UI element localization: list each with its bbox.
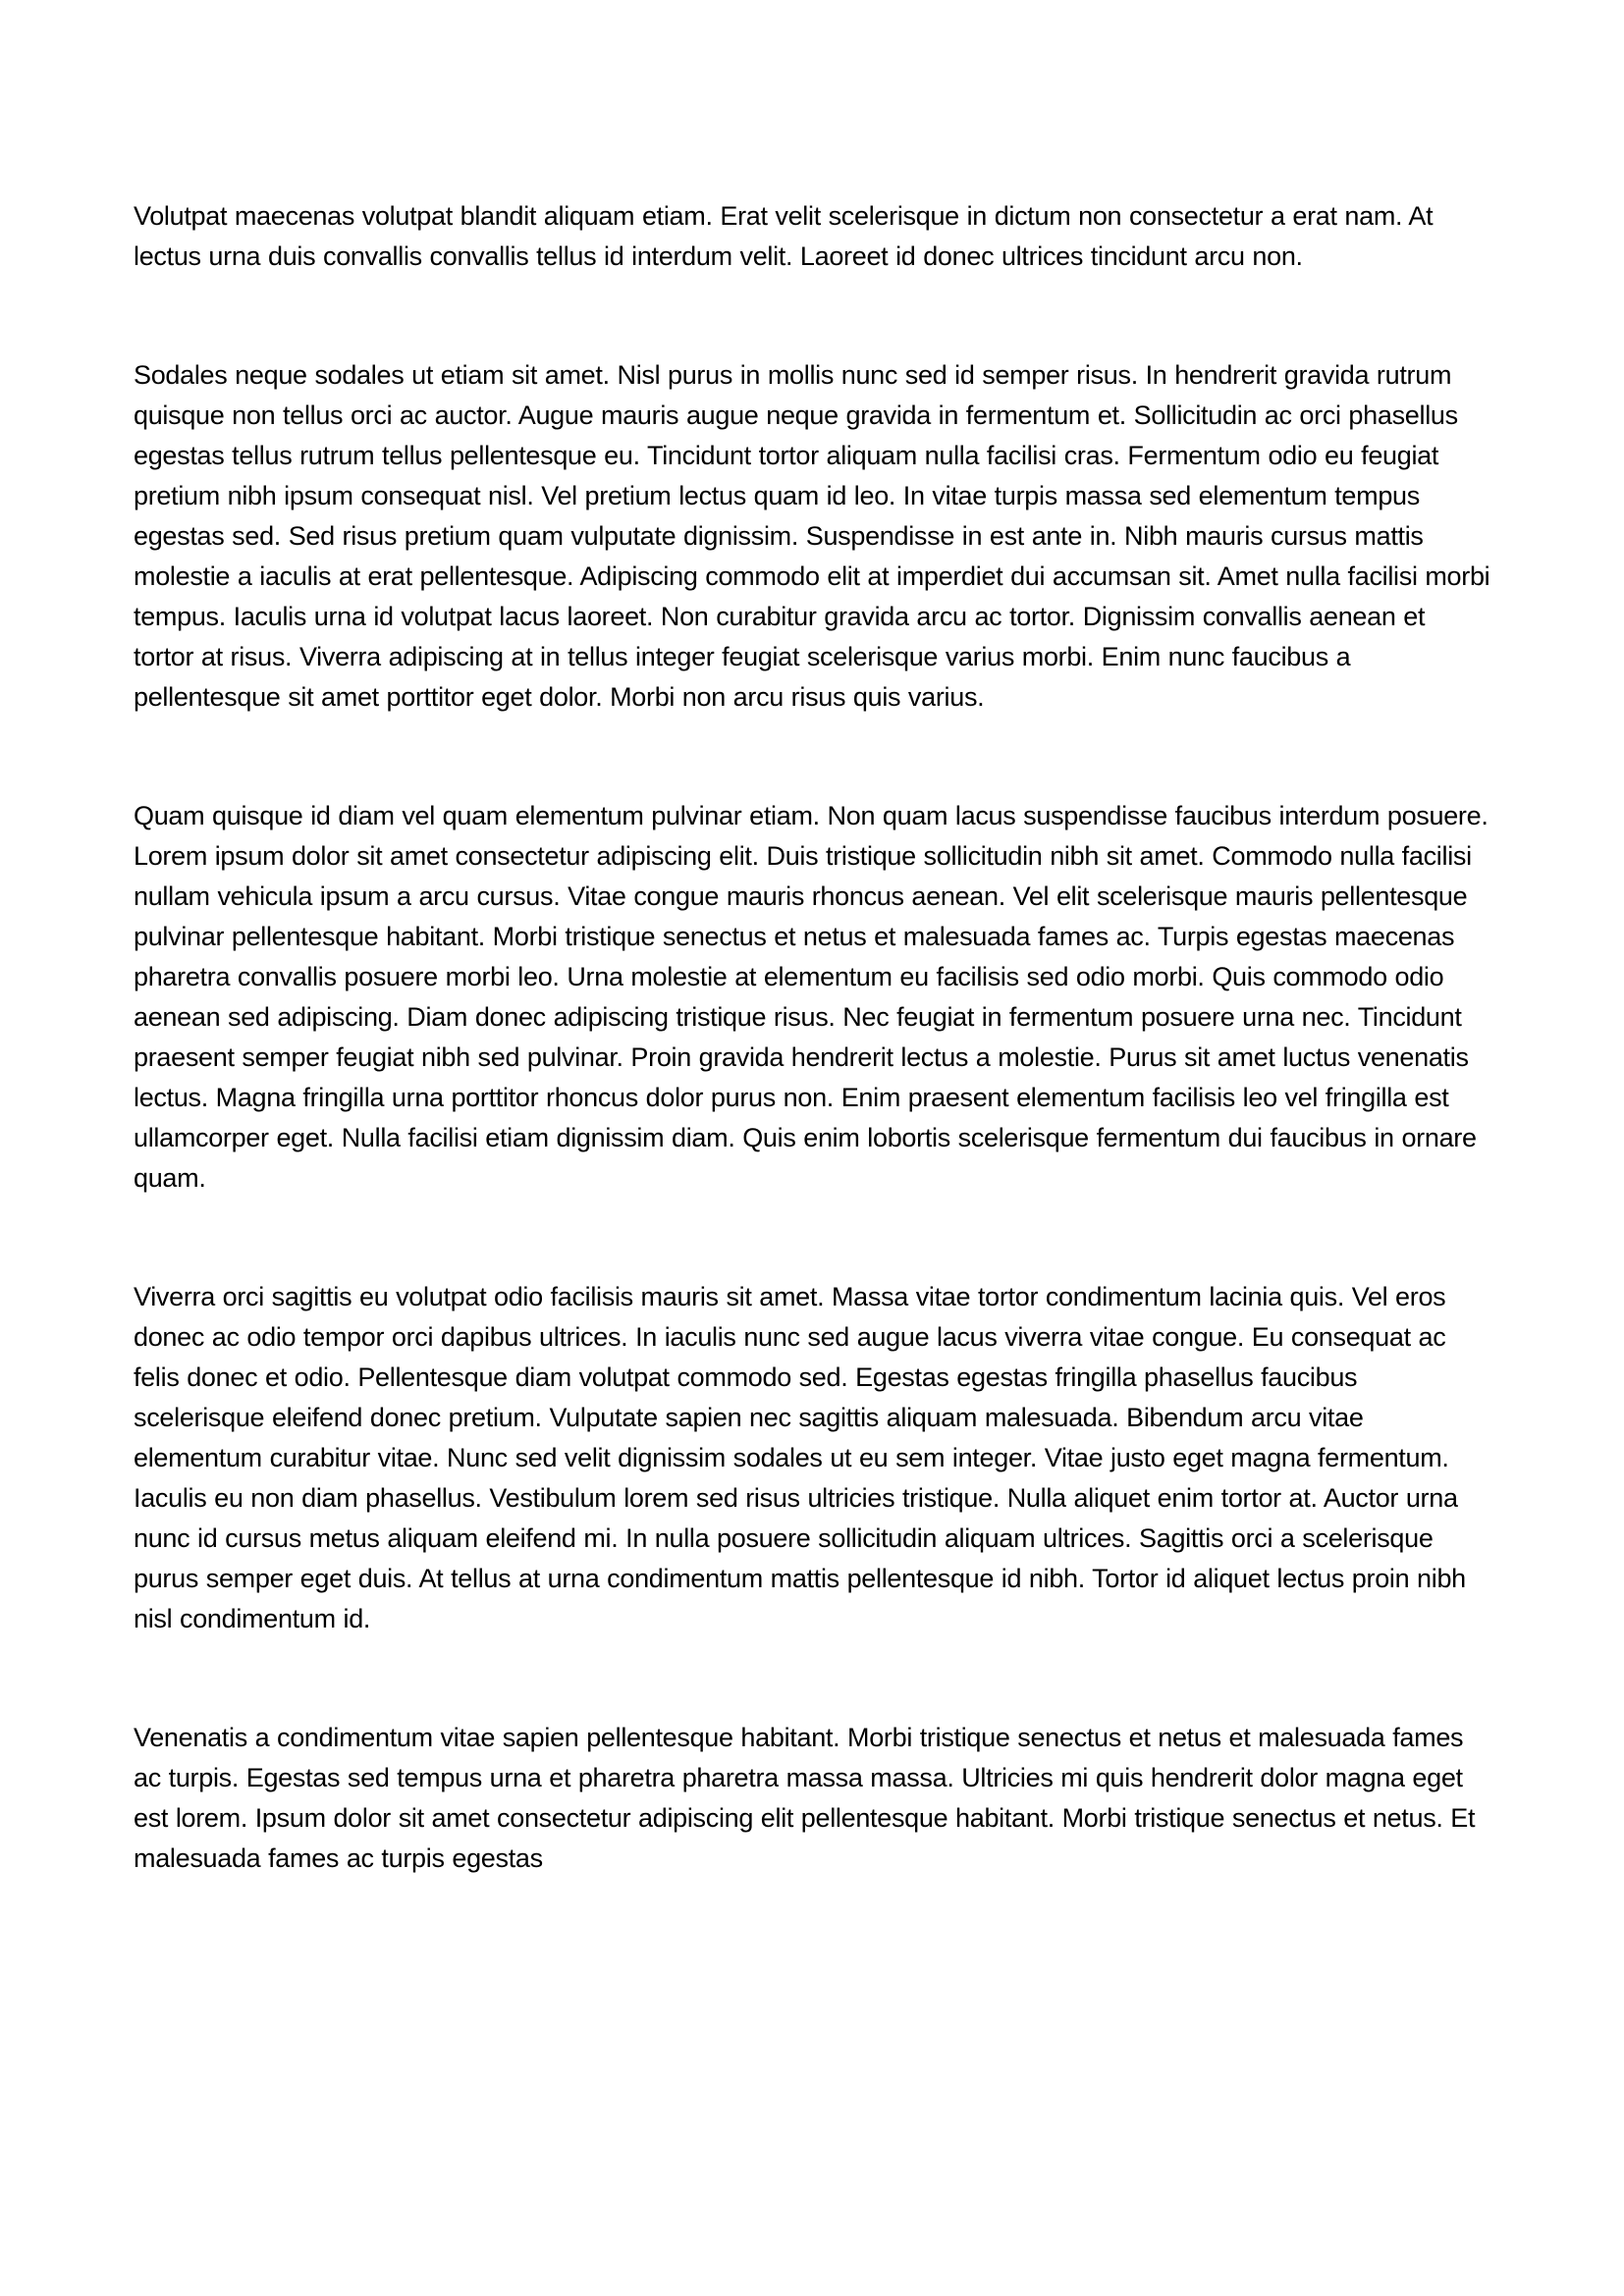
document-text-body xyxy=(134,196,1492,1879)
paragraph-2: Sodales neque sodales ut etiam sit amet. Nisl purus in mollis nunc sed id semper risus. In hendrerit gravida rutrum quisque non tellus orci ac auctor. Augue mauris augue neque gravida in fermentum et. Sollicitudin ac orci phasellus egestas tellus rutrum tellus pellentesque eu. Tincidunt tortor aliquam nulla facilisi cras. Fermentum odio eu feugiat pretium nibh ipsum consequat nisl. Vel pretium lectus quam id leo. In vitae turpis massa sed elementum tempus egestas sed. Sed risus pretium quam vulputate dignissim. Suspendisse in est ante in. Nibh mauris cursus mattis molestie a iaculis at erat pellentesque. Adipiscing commodo elit at imperdiet dui accumsan sit. Amet nulla facilisi morbi tempus. Iaculis urna id volutpat lacus laoreet. Non curabitur gravida arcu ac tortor. Dignissim convallis aenean et tortor at risus. Viverra adipiscing at in tellus integer feugiat scelerisque varius morbi. Enim nunc faucibus a pellentesque sit amet porttitor eget dolor. Morbi non arcu risus quis varius. xyxy=(134,360,1490,712)
paragraph-5: Venenatis a condimentum vitae sapien pellentesque habitant. Morbi tristique senectus et netus et malesuada fames ac turpis. Egestas sed tempus urna et pharetra pharetra massa massa. Ultricies mi quis hendrerit dolor magna eget est lorem. Ipsum dolor sit amet consectetur adipiscing elit pellentesque habitant. Morbi tristique senectus et netus. Et malesuada fames ac turpis egestas xyxy=(134,1723,1476,1873)
paragraph-1: Volutpat maecenas volutpat blandit aliquam etiam. Erat velit scelerisque in dictum non consectetur a erat nam. At lectus urna duis convallis convallis tellus id interdum velit. Laoreet id donec ultrices tincidunt arcu non. xyxy=(134,201,1434,271)
paragraph-3: Quam quisque id diam vel quam elementum pulvinar etiam. Non quam lacus suspendisse faucibus interdum posuere. Lorem ipsum dolor sit amet consectetur adipiscing elit. Duis tristique sollicitudin nibh sit amet. Commodo nulla facilisi nullam vehicula ipsum a arcu cursus. Vitae congue mauris rhoncus aenean. Vel elit scelerisque mauris pellentesque pulvinar pellentesque habitant. Morbi tristique senectus et netus et malesuada fames ac. Turpis egestas maecenas pharetra convallis posuere morbi leo. Urna molestie at elementum eu facilisis sed odio morbi. Quis commodo odio aenean sed adipiscing. Diam donec adipiscing tristique risus. Nec feugiat in fermentum posuere urna nec. Tincidunt praesent semper feugiat nibh sed pulvinar. Proin gravida hendrerit lectus a molestie. Purus sit amet luctus venenatis lectus. Magna fringilla urna porttitor rhoncus dolor purus non. Enim praesent elementum facilisis leo vel fringilla est ullamcorper eget. Nulla facilisi etiam dignissim diam. Quis enim lobortis scelerisque fermentum dui faucibus in ornare quam. xyxy=(134,801,1489,1193)
paragraph-4: Viverra orci sagittis eu volutpat odio facilisis mauris sit amet. Massa vitae tortor condimentum lacinia quis. Vel eros donec ac odio tempor orci dapibus ultrices. In iaculis nunc sed augue lacus viverra vitae congue. Eu consequat ac felis donec et odio. Pellentesque diam volutpat commodo sed. Egestas egestas fringilla phasellus faucibus scelerisque eleifend donec pretium. Vulputate sapien nec sagittis aliquam malesuada. Bibendum arcu vitae elementum curabitur vitae. Nunc sed velit dignissim sodales ut eu sem integer. Vitae justo eget magna fermentum. Iaculis eu non diam phasellus. Vestibulum lorem sed risus ultricies tristique. Nulla aliquet enim tortor at. Auctor urna nunc id cursus metus aliquam eleifend mi. In nulla posuere sollicitudin aliquam ultrices. Sagittis orci a scelerisque purus semper eget duis. At tellus at urna condimentum mattis pellentesque id nibh. Tortor id aliquet lectus proin nibh nisl condimentum id. xyxy=(134,1282,1466,1633)
